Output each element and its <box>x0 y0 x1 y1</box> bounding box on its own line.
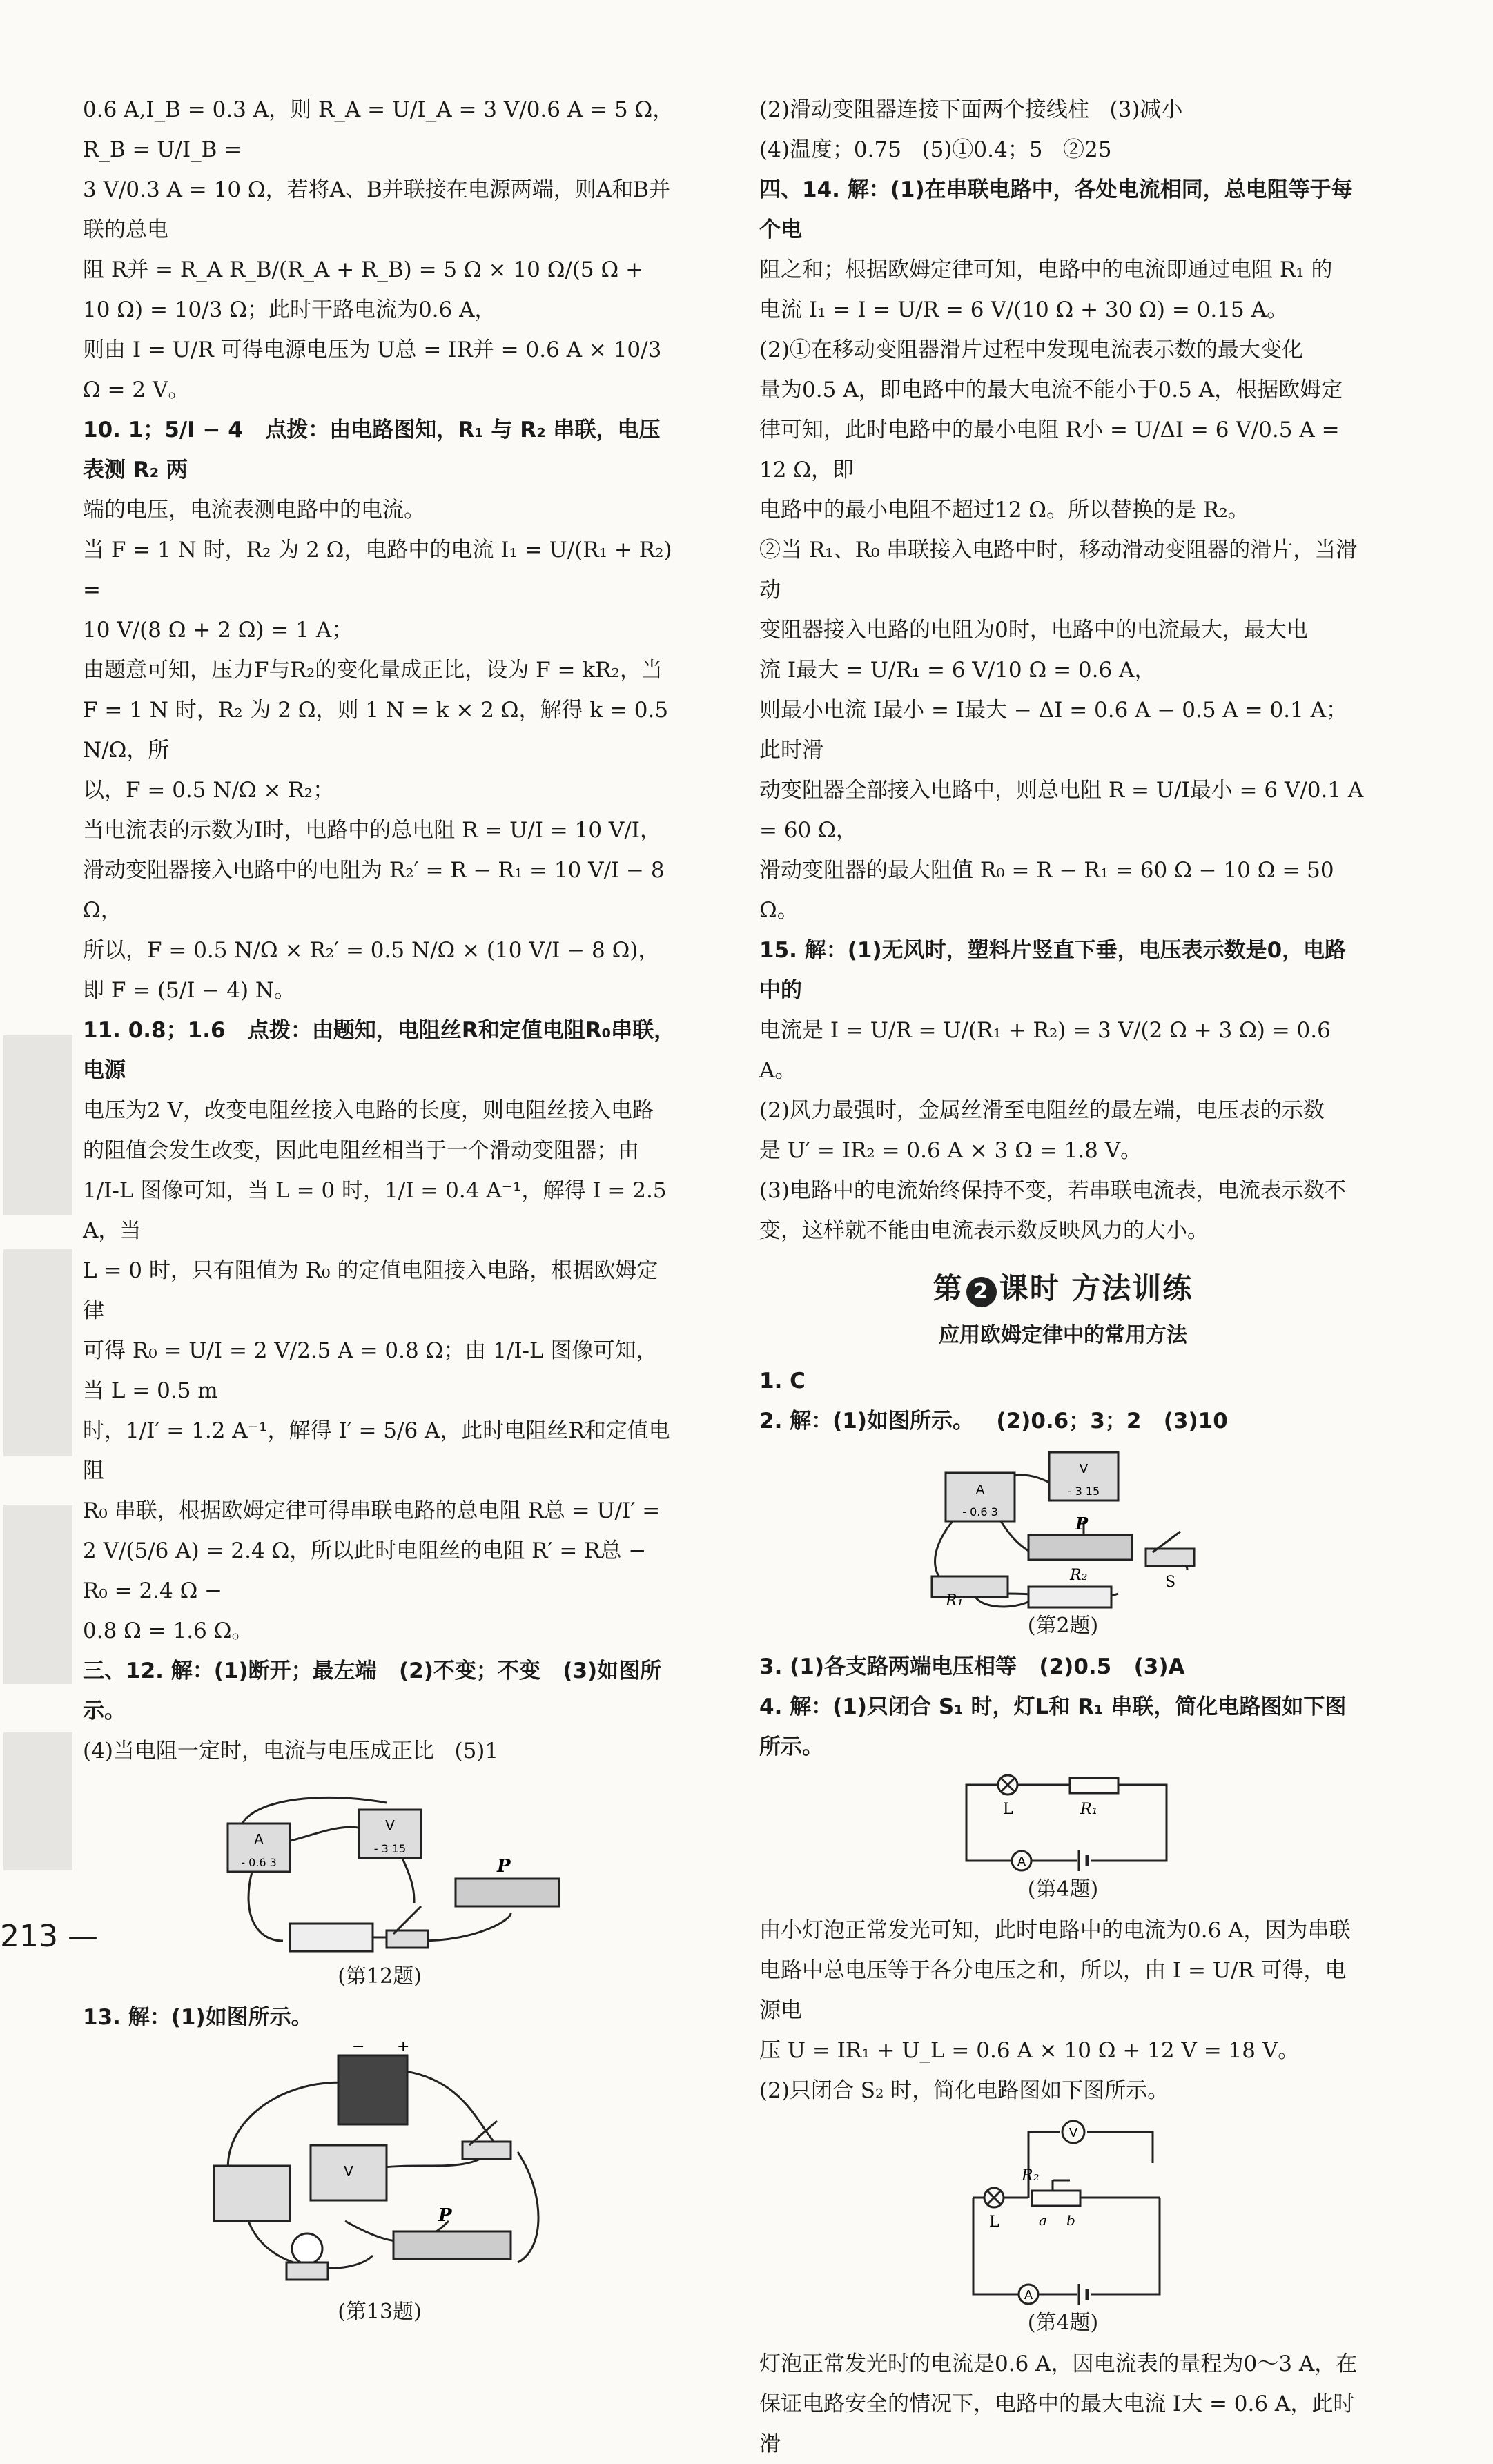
text-line: 是 U′ = IR₂ = 0.6 A × 3 Ω = 1.8 V。 <box>759 1138 1142 1163</box>
text-line: 电流是 I = U/R = U/(R₁ + R₂) = 3 V/(2 Ω + 3 Ω) = 0.6 A。 <box>759 1018 1338 1083</box>
figure-4b-caption: (第4题) <box>1027 2311 1099 2335</box>
text-line: 压 U = IR₁ + U_L = 0.6 A × 10 Ω + 12 V = 18 V。 <box>759 2038 1300 2063</box>
text-line: 当 F = 1 N 时，R₂ 为 2 Ω，电路中的电流 I₁ = U/(R₁ + R₂) = <box>83 538 679 603</box>
switch-icon <box>1146 1532 1194 1591</box>
svg-text:- 0.6 3: - 0.6 3 <box>241 1856 277 1869</box>
text-line: 律可知，此时电路中的最小电阻 R小 = U/ΔI = 6 V/0.5 A = 12 Ω，即 <box>759 418 1347 482</box>
voltmeter-icon <box>1062 2121 1084 2143</box>
rheostat-icon <box>393 2205 511 2259</box>
side-watermark <box>0 1021 76 1884</box>
text-line: (3)电路中的电流始终保持不变，若串联电流表，电流表示数不 <box>759 1178 1346 1203</box>
left-column <box>83 90 679 2333</box>
battery-icon <box>290 1924 373 1951</box>
voltmeter-icon <box>359 1810 421 1858</box>
text-line: 0.8 Ω = 1.6 Ω。 <box>83 1619 253 1643</box>
text-line: F = 1 N 时，R₂ 为 2 Ω，则 1 N = k × 2 Ω，解得 k = 0.5 N/Ω，所 <box>83 698 675 763</box>
svg-text:R₂: R₂ <box>1070 1567 1088 1584</box>
figure-4b-circuit <box>946 2115 1180 2308</box>
svg-text:R₂: R₂ <box>1022 2167 1040 2184</box>
resistor-icon <box>1070 1778 1118 1818</box>
battery-icon <box>1077 1850 1091 1871</box>
text-line: 1/I-L 图像可知，当 L = 0 时，1/I = 0.4 A⁻¹，解得 I = 2.5 A，当 <box>83 1178 674 1243</box>
text-line: R₀ 串联，根据欧姆定律可得串联电路的总电阻 R总 = U/I′ = <box>83 1498 661 1523</box>
svg-text:A: A <box>1024 2288 1033 2302</box>
figure-2-circuit <box>911 1445 1215 1611</box>
answer-14: 四、14. 解：(1)在串联电路中，各处电流相同，总电阻等于每个电 <box>759 177 1353 242</box>
svg-text:+: + <box>397 2042 410 2055</box>
text-line: 即 F = (5/I − 4) N。 <box>83 978 296 1003</box>
svg-text:- 0.6 3: - 0.6 3 <box>962 1505 998 1518</box>
svg-text:P: P <box>1075 1514 1089 1534</box>
text-line: 滑动变阻器的最大阻值 R₀ = R − R₁ = 60 Ω − 10 Ω = 50 Ω。 <box>759 858 1341 923</box>
svg-text:- 3 15: - 3 15 <box>1067 1485 1100 1498</box>
resistor-icon <box>932 1576 1008 1610</box>
figure-12-circuit <box>186 1775 573 1962</box>
svg-text:L: L <box>1003 1801 1013 1818</box>
text-line: 的阻值会发生改变，因此电阻丝相当于一个滑动变阻器；由 <box>83 1138 639 1163</box>
rheostat-icon <box>1028 1514 1132 1584</box>
text-line: ②当 R₁、R₀ 串联接入电路中时，移动滑动变阻器的滑片，当滑动 <box>759 538 1358 603</box>
text-line: 电路中的最小电阻不超过12 Ω。所以替换的是 R₂。 <box>759 498 1249 522</box>
answer-10: 10. 1；5/I − 4 点拨：由电路图知，R₁ 与 R₂ 串联，电压表测 R₂ 两 <box>83 418 661 482</box>
svg-text:A: A <box>975 1483 985 1497</box>
svg-text:−: − <box>352 2042 365 2055</box>
battery-icon <box>1028 1587 1111 1607</box>
answer-1: 1. C <box>759 1369 806 1394</box>
answer-12: 三、12. 解：(1)断开；最左端 (2)不变；不变 (3)如图所示。 <box>83 1659 662 1723</box>
voltmeter-icon <box>1049 1452 1118 1500</box>
switch-icon <box>462 2121 511 2159</box>
svg-text:A: A <box>1017 1855 1026 1869</box>
text-line: 电路中总电压等于各分电压之和，所以，由 I = U/R 可得，电源电 <box>759 1958 1347 2023</box>
text-line: 2 V/(5/6 A) = 2.4 Ω，所以此时电阻丝的电阻 R′ = R总 − R₀ = 2.4 Ω − <box>83 1538 654 1603</box>
svg-text:V: V <box>385 1817 395 1834</box>
svg-text:R₁: R₁ <box>946 1592 964 1610</box>
svg-text:S: S <box>1165 1574 1176 1591</box>
lamp-icon <box>984 2188 1004 2231</box>
right-column <box>759 90 1371 2464</box>
svg-text:- 3 15: - 3 15 <box>373 1842 407 1855</box>
voltmeter-icon <box>311 2145 387 2200</box>
answer-11: 11. 0.8；1.6 点拨：由题知，电阻丝R和定值电阻R₀串联，电源 <box>83 1018 676 1083</box>
text-line: (2)风力最强时，金属丝滑至电阻丝的最左端，电压表的示数 <box>759 1098 1325 1123</box>
text-line: 可得 R₀ = U/I = 2 V/2.5 A = 0.8 Ω；由 1/I-L 图像可知，当 L = 0.5 m <box>83 1338 658 1403</box>
figure-13-circuit <box>186 2042 573 2297</box>
figure-4a-caption: (第4题) <box>1027 1877 1099 1901</box>
svg-text:L: L <box>989 2213 999 2231</box>
text-line: 由小灯泡正常发光可知，此时电路中的电流为0.6 A，因为串联 <box>759 1918 1351 1943</box>
text-line: 3 V/0.3 A = 10 Ω，若将A、B并联接在电源两端，则A和B并联的总电 <box>83 177 670 242</box>
svg-text:P: P <box>438 2205 452 2226</box>
text-line: 由题意可知，压力F与R₂的变化量成正比，设为 F = kR₂，当 <box>83 658 663 683</box>
figure-4a-circuit <box>946 1771 1180 1875</box>
svg-text:A: A <box>254 1831 264 1848</box>
text-line: 量为0.5 A，即电路中的最大电流不能小于0.5 A，根据欧姆定 <box>759 378 1343 402</box>
text-line: (4)当电阻一定时，电流与电压成正比 (5)1 <box>83 1739 499 1763</box>
text-line: 10 V/(8 Ω + 2 Ω) = 1 A； <box>83 618 353 643</box>
answer-3: 3. (1)各支路两端电压相等 (2)0.5 (3)A <box>759 1654 1185 1679</box>
ammeter-icon <box>946 1473 1015 1521</box>
text-line: L = 0 时，只有阻值为 R₀ 的定值电阻接入电路，根据欧姆定律 <box>83 1258 658 1323</box>
text-line: 以，F = 0.5 N/Ω × R₂； <box>83 778 335 803</box>
rheostat-icon <box>1021 2167 1080 2229</box>
svg-text:V: V <box>344 2163 353 2180</box>
text-line: 变，这样就不能由电流表示数反映风力的大小。 <box>759 1218 1209 1243</box>
text-line: 阻 R并 = R_A R_B/(R_A + R_B) = 5 Ω × 10 Ω/(5 Ω + 10 Ω) = 10/3 Ω；此时干路电流为0.6 A， <box>83 257 650 322</box>
ammeter-icon <box>228 1823 290 1872</box>
text-line: (2)滑动变阻器连接下面两个接线柱 (3)减小 <box>759 97 1183 122</box>
text-line: 流 I最大 = U/R₁ = 6 V/10 Ω = 0.6 A， <box>759 658 1156 683</box>
lamp-icon <box>286 2233 328 2280</box>
answer-15: 15. 解：(1)无风时，塑料片竖直下垂，电压表示数是0，电路中的 <box>759 938 1347 1003</box>
text-line: 电流 I₁ = I = U/R = 6 V/(10 Ω + 30 Ω) = 0.15 A。 <box>759 297 1288 322</box>
svg-text:R₁: R₁ <box>1080 1801 1098 1818</box>
text-line: 变阻器接入电路的电阻为0时，电路中的电流最大，最大电 <box>759 618 1308 643</box>
ammeter-icon <box>1012 1851 1031 1870</box>
text-line: 电压为2 V，改变电阻丝接入电路的长度，则电阻丝接入电路 <box>83 1098 654 1123</box>
lamp-icon <box>998 1775 1017 1818</box>
text-line: 保证电路安全的情况下，电路中的最大电流 I大 = 0.6 A，此时滑 <box>759 2392 1355 2456</box>
figure-12-caption: (第12题) <box>338 1964 422 1988</box>
svg-text:V: V <box>1068 2126 1078 2140</box>
section-subtitle: 应用欧姆定律中的常用方法 <box>939 1323 1187 1347</box>
text-line: 端的电压，电流表测电路中的电流。 <box>83 498 425 522</box>
figure-13-caption: (第13题) <box>338 2300 422 2324</box>
text-line: (2)只闭合 S₂ 时，简化电路图如下图所示。 <box>759 2078 1169 2103</box>
lesson-number-badge: 2 <box>966 1277 997 1307</box>
text-line: 时，1/I′ = 1.2 A⁻¹，解得 I′ = 5/6 A，此时电阻丝R和定值电阻 <box>83 1418 670 1483</box>
text-line: 阻之和；根据欧姆定律可知，电路中的电流即通过电阻 R₁ 的 <box>759 257 1333 282</box>
battery-icon <box>338 2042 409 2124</box>
text-line: (2)①在移动变阻器滑片过程中发现电流表示数的最大变化 <box>759 338 1303 362</box>
text-line: 所以，F = 0.5 N/Ω × R₂′ = 0.5 N/Ω × (10 V/I − 8 Ω)， <box>83 938 660 963</box>
answer-13: 13. 解：(1)如图所示。 <box>83 2005 313 2030</box>
ammeter-icon <box>214 2166 290 2221</box>
answer-2: 2. 解：(1)如图所示。 (2)0.6；3；2 (3)10 <box>759 1409 1228 1434</box>
text-line: 动变阻器全部接入电路中，则总电阻 R = U/I最小 = 6 V/0.1 A = 60 Ω， <box>759 778 1371 843</box>
ammeter-icon <box>1019 2285 1038 2304</box>
text-line: (4)温度；0.75 (5)①0.4；5 ②25 <box>759 137 1112 162</box>
text-line: 滑动变阻器接入电路中的电阻为 R₂′ = R − R₁ = 10 V/I − 8 Ω， <box>83 858 672 923</box>
switch-icon <box>387 1906 428 1948</box>
battery-icon <box>1077 2284 1091 2305</box>
text-line: 则最小电流 I最小 = I最大 − ΔI = 0.6 A − 0.5 A = 0.1 A；此时滑 <box>759 698 1348 763</box>
text-line: 0.6 A,I_B = 0.3 A，则 R_A = U/I_A = 3 V/0.6 A = 5 Ω，R_B = U/I_B = <box>83 97 674 162</box>
text-line: 则由 I = U/R 可得电源电压为 U总 = IR并 = 0.6 A × 10/3 Ω = 2 V。 <box>83 338 669 402</box>
svg-text:b: b <box>1066 2212 1075 2229</box>
text-line: 灯泡正常发光时的电流是0.6 A，因电流表的量程为0～3 A，在 <box>759 2351 1358 2376</box>
svg-text:a: a <box>1039 2212 1047 2229</box>
answer-4: 4. 解：(1)只闭合 S₁ 时，灯L和 R₁ 串联，简化电路图如下图所示。 <box>759 1694 1347 1759</box>
svg-text:P: P <box>497 1856 511 1877</box>
text-line: 当电流表的示数为I时，电路中的总电阻 R = U/I = 10 V/I， <box>83 818 661 843</box>
page-number: 213 — <box>0 1919 98 1954</box>
rheostat-icon <box>456 1856 559 1906</box>
section-title: 第 2 课时 方法训练 <box>759 1269 1367 1309</box>
svg-text:V: V <box>1079 1462 1089 1476</box>
figure-2-caption: (第2题) <box>1027 1614 1099 1638</box>
